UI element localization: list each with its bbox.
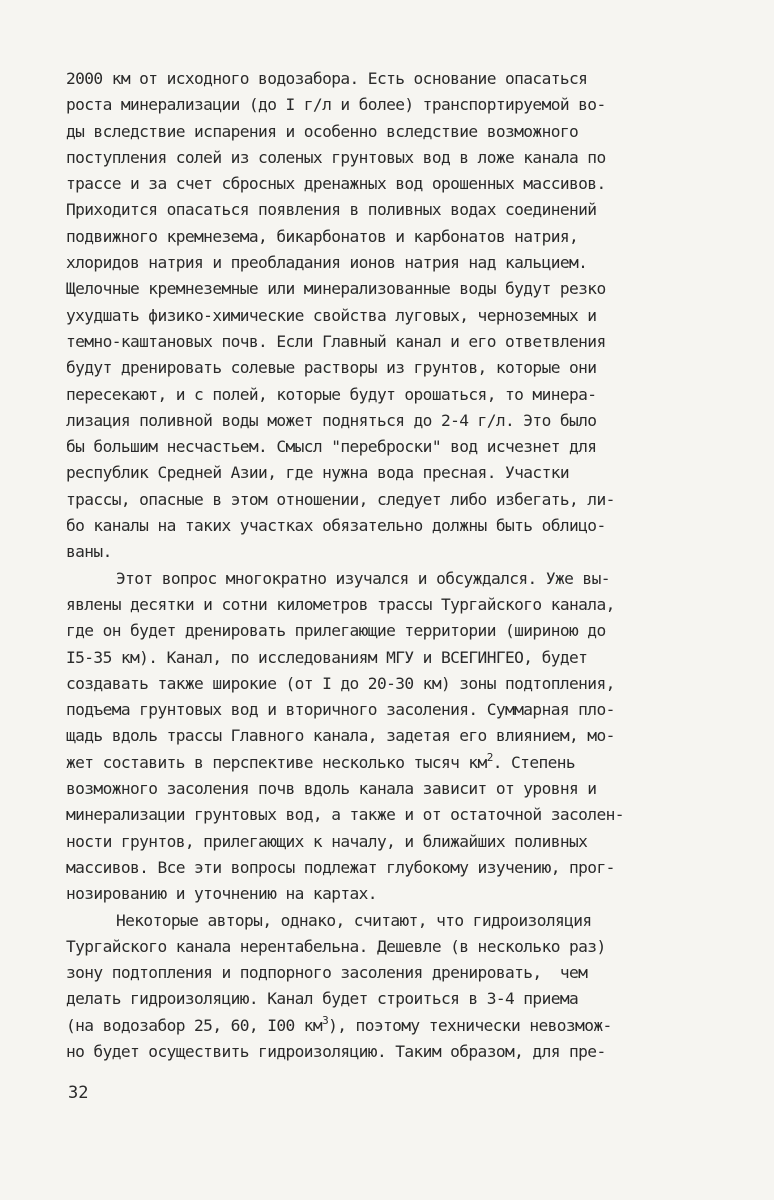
text-line-with-superscript — [66, 1013, 746, 1039]
text-line: темно-каштановых почв. Если Главный канал и его ответвления — [66, 331, 606, 351]
text-line: ды вследствие испарения и особенно вследствие возможного — [66, 121, 579, 141]
text-line: роста минерализации (до I г/л и более) транспортируемой во- — [66, 95, 606, 115]
text-line: 2000 км от исходного водозабора. Есть основание опасаться — [66, 69, 588, 88]
line-text: (на водозабор 25, 60, I00 км — [66, 1015, 323, 1035]
paragraph-start-line: Этот вопрос многократно изучался и обсуждался. Уже вы- — [116, 568, 610, 588]
text-line: пересекают, и с полей, которые будут орошаться, то минера- — [66, 384, 597, 404]
superscript: 3 — [322, 1013, 329, 1027]
text-line: минерализации грунтовых вод, а также и от остаточной засолен- — [66, 805, 624, 825]
text-line: Приходится опасаться появления в поливных водах соединений — [66, 200, 597, 220]
text-line: подвижного кремнезема, бикарбонатов и карбонатов натрия, — [66, 226, 579, 246]
superscript: 2 — [486, 750, 493, 764]
text-line: поступления солей из соленых грунтовых вод в ложе канала по — [66, 147, 606, 167]
paragraph-start-line: Некоторые авторы, однако, считают, что гидроизоляция — [116, 910, 592, 930]
text-line: бо каналы на таких участках обязательно должны быть облицо- — [66, 516, 606, 536]
text-line: подъема грунтовых вод и вторичного засоления. Суммарная пло- — [66, 700, 615, 720]
text-line: нозированию и уточнению на картах. — [66, 884, 377, 904]
text-line: создавать также широкие (от I до 20-30 км) зоны подтопления, — [66, 673, 615, 693]
text-line-with-superscript — [66, 750, 746, 776]
line-tail: . Степень — [492, 752, 576, 772]
line-tail: ), поэтому технически невозмож- — [328, 1015, 612, 1035]
text-line: будут дренировать солевые растворы из грунтов, которые они — [66, 358, 597, 378]
text-line: хлоридов натрия и преобладания ионов натрия над кальцием. — [66, 253, 588, 273]
text-line: явлены десятки и сотни километров трассы Тургайского канала, — [66, 594, 615, 614]
text-line: лизация поливной воды может подняться до 2-4 г/л. Это было — [66, 410, 597, 430]
body-text — [66, 66, 746, 1065]
text-line: щадь вдоль трассы Главного канала, задетая его влиянием, мо- — [66, 726, 615, 746]
text-line: возможного засоления почв вдоль канала зависит от уровня и — [66, 779, 597, 799]
text-line: но будет осуществить гидроизоляцию. Таким образом, для пре- — [66, 1041, 606, 1061]
text-line: ности грунтов, прилегающих к началу, и ближайших поливных — [66, 831, 588, 851]
text-line: ваны. — [66, 542, 112, 562]
text-line: массивов. Все эти вопросы подлежат глубокому изучению, прог- — [66, 857, 615, 877]
text-line: трассы, опасные в этом отношении, следует либо избегать, ли- — [66, 489, 615, 509]
text-line: трассе и за счет сбросных дренажных вод орошенных массивов. — [66, 174, 606, 194]
text-line: I5-35 км). Канал, по исследованиям МГУ и ВСЕГИНГЕО, будет — [66, 647, 588, 667]
line-text: жет составить в перспективе несколько тысяч км — [66, 752, 487, 772]
text-line: республик Средней Азии, где нужна вода пресная. Участки — [66, 463, 570, 483]
text-line: делать гидроизоляцию. Канал будет строиться в 3-4 приема — [66, 989, 579, 1009]
text-line: Щелочные кремнеземные или минерализованные воды будут резко — [66, 279, 606, 299]
page-number: 32 — [68, 1083, 89, 1103]
text-line: где он будет дренировать прилегающие территории (шириною до — [66, 621, 606, 641]
text-line: бы большим несчастьем. Смысл "переброски" вод исчезнет для — [66, 437, 597, 457]
text-line: зону подтопления и подпорного засоления дренировать, чем — [66, 963, 588, 983]
text-line: Тургайского канала нерентабельна. Дешевле (в несколько раз) — [66, 936, 606, 956]
text-line: ухудшать физико-химические свойства луговых, черноземных и — [66, 305, 597, 325]
